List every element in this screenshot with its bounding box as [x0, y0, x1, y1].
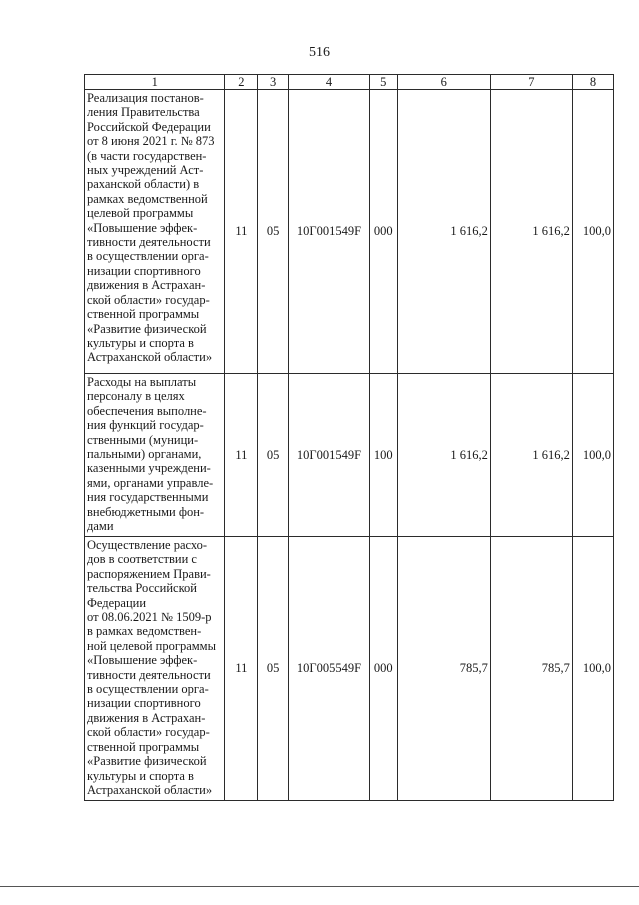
budget-table	[84, 74, 614, 801]
row-col-3: 05	[258, 537, 289, 801]
page-number: 516	[309, 45, 330, 60]
header-col-2: 2	[225, 75, 258, 90]
row-col-4: 10Г001549F	[288, 90, 369, 374]
header-col-7: 7	[490, 75, 572, 90]
row-col-2: 11	[225, 90, 258, 374]
header-col-3: 3	[258, 75, 289, 90]
row-description: Расходы на выплаты персоналу в целях обеспечения выполне- ния функций государ- ственными (муници- пальными) органами, казенными учреждени- ями, органами управле- ния государственными внебюджетными фон- дами	[85, 374, 225, 537]
header-col-1: 1	[85, 75, 225, 90]
row-col-8: 100,0	[572, 374, 613, 537]
row-col-5: 000	[369, 90, 397, 374]
bottom-rule	[0, 886, 639, 887]
header-col-4: 4	[288, 75, 369, 90]
row-col-2: 11	[225, 374, 258, 537]
row-description: Реализация постанов- ления Правительства Российской Федерации от 8 июня 2021 г. № 873 (в части государствен- ных учреждений Аст- раханской области) в рамках ведомственной целевой программы «Повышение эффек- тивности деятельности в осуществлении орга- низации спортивного движения в Астрахан- ской области» государ- ственной программы «Развитие физической культуры и спорта в Астраханской области»	[85, 90, 225, 374]
row-col-8: 100,0	[572, 90, 613, 374]
row-col-2: 11	[225, 537, 258, 801]
row-description: Осуществление расхо- дов в соответствии с распоряжением Прави- тельства Российской Федерации от 08.06.2021 № 1509-р в рамках ведомствен- ной целевой программы «Повышение эффек- тивности деятельности в осуществлении орга- низации спортивного движения в Астрахан- ской области» государ- ственной программы «Развитие физической культуры и спорта в Астраханской области»	[85, 537, 225, 801]
table-row	[85, 90, 614, 374]
header-col-5: 5	[369, 75, 397, 90]
row-col-7: 785,7	[490, 537, 572, 801]
header-col-6: 6	[397, 75, 490, 90]
header-row	[85, 75, 614, 90]
table-row	[85, 537, 614, 801]
row-col-3: 05	[258, 90, 289, 374]
row-col-4: 10Г001549F	[288, 374, 369, 537]
row-col-6: 785,7	[397, 537, 490, 801]
row-col-6: 1 616,2	[397, 90, 490, 374]
row-col-3: 05	[258, 374, 289, 537]
row-col-4: 10Г005549F	[288, 537, 369, 801]
table-row	[85, 374, 614, 537]
row-col-6: 1 616,2	[397, 374, 490, 537]
row-col-5: 100	[369, 374, 397, 537]
header-col-8: 8	[572, 75, 613, 90]
row-col-7: 1 616,2	[490, 90, 572, 374]
row-col-7: 1 616,2	[490, 374, 572, 537]
row-col-5: 000	[369, 537, 397, 801]
row-col-8: 100,0	[572, 537, 613, 801]
